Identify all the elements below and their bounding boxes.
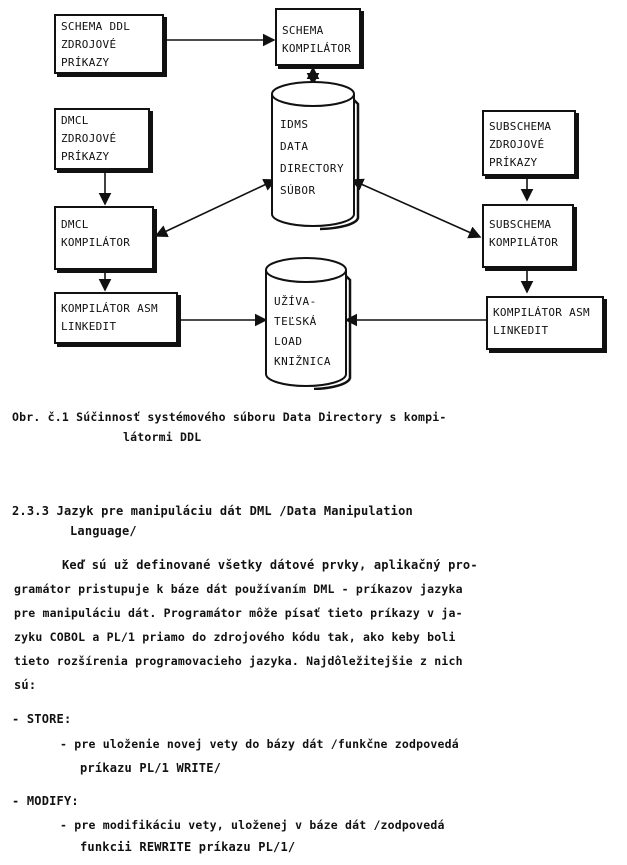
section-heading-line-2: Language/: [70, 524, 137, 538]
load-library-label: [274, 292, 331, 372]
asm-left-line-1: KOMPILÁTOR ASM: [61, 302, 158, 315]
arrow-directory-to-subschema-compiler: [352, 180, 480, 237]
dmcl-compiler-line-2: KOMPILÁTOR: [61, 236, 131, 249]
modify-desc-line-2: funkcii REWRITE príkazu PL/1/: [80, 840, 296, 854]
store-desc-line-1: - pre uloženie novej vety do bázy dát /funkčne zodpovedá: [60, 737, 459, 751]
schema-ddl-box: [54, 14, 164, 74]
dmcl-source-box: [54, 108, 150, 170]
modify-desc-line-1: - pre modifikáciu vety, uloženej v báze dát /zodpovedá: [60, 818, 445, 832]
dmcl-source-line-2: ZDROJOVÉ: [61, 132, 117, 145]
asm-left-box: [54, 292, 178, 344]
section-heading-line-1: 2.3.3 Jazyk pre manipuláciu dát DML /Data Manipulation: [12, 504, 413, 518]
figure-caption-line-1: Obr. č.1 Súčinnosť systémového súboru Data Directory s kompi-: [12, 410, 447, 424]
subschema-source-box: [482, 110, 576, 176]
load-line-1: UŽÍVA-: [274, 295, 317, 308]
subschema-source-line-1: SUBSCHEMA: [489, 120, 552, 133]
asm-right-line-1: KOMPILÁTOR ASM: [493, 306, 590, 319]
schema-compiler-box: [275, 8, 361, 66]
schema-ddl-line-3: PRÍKAZY: [61, 56, 110, 69]
store-desc-line-2: príkazu PL/1 WRITE/: [80, 761, 222, 775]
asm-right-line-2: LINKEDIT: [493, 324, 549, 337]
schema-ddl-line-2: ZDROJOVÉ: [61, 38, 117, 51]
body-line-5: tieto rozšírenia programovacieho jazyka. Najdôležitejšie z nich: [14, 654, 463, 668]
modify-term: - MODIFY:: [12, 794, 79, 808]
body-line-2: gramátor pristupuje k báze dát používaním DML - príkazov jazyka: [14, 582, 463, 596]
subschema-compiler-line-1: SUBSCHEMA: [489, 218, 552, 231]
schema-compiler-line-1: SCHEMA: [282, 24, 324, 37]
asm-right-box: [486, 296, 604, 350]
directory-cylinder-label: [280, 114, 344, 202]
dmcl-compiler-box: [54, 206, 154, 270]
schema-compiler-line-2: KOMPILÁTOR: [282, 42, 352, 55]
body-line-1: Keď sú už definované všetky dátové prvky, aplikačný pro-: [62, 558, 478, 572]
directory-line-1: IDMS: [280, 118, 309, 131]
body-line-6: sú:: [14, 678, 37, 692]
asm-left-line-2: LINKEDIT: [61, 320, 117, 333]
subschema-source-line-2: ZDROJOVÉ: [489, 138, 545, 151]
dmcl-source-line-1: DMCL: [61, 114, 89, 127]
directory-line-3: DIRECTORY: [280, 162, 345, 175]
schema-ddl-line-1: SCHEMA DDL: [61, 20, 131, 33]
subschema-compiler-box: [482, 204, 574, 268]
directory-line-2: DATA: [280, 140, 309, 153]
subschema-source-line-3: PRÍKAZY: [489, 156, 538, 169]
subschema-compiler-line-2: KOMPILÁTOR: [489, 236, 559, 249]
body-line-3: pre manipuláciu dát. Programátor môže písať tieto príkazy v ja-: [14, 606, 463, 620]
figure-caption-line-2: látormi DDL: [123, 430, 202, 444]
load-line-3: LOAD: [274, 335, 303, 348]
arrow-dmcl-compiler-to-directory: [156, 180, 275, 236]
load-line-2: TEĽSKÁ: [274, 315, 317, 328]
store-term: - STORE:: [12, 712, 72, 726]
load-line-4: KNIŽNICA: [274, 355, 331, 368]
directory-line-4: SÚBOR: [280, 184, 316, 197]
body-line-4: zyku COBOL a PL/1 priamo do zdrojového kódu tak, ako keby boli: [14, 630, 456, 644]
data-directory-diagram: [0, 0, 627, 390]
dmcl-compiler-line-1: DMCL: [61, 218, 89, 231]
dmcl-source-line-3: PRÍKAZY: [61, 150, 110, 163]
